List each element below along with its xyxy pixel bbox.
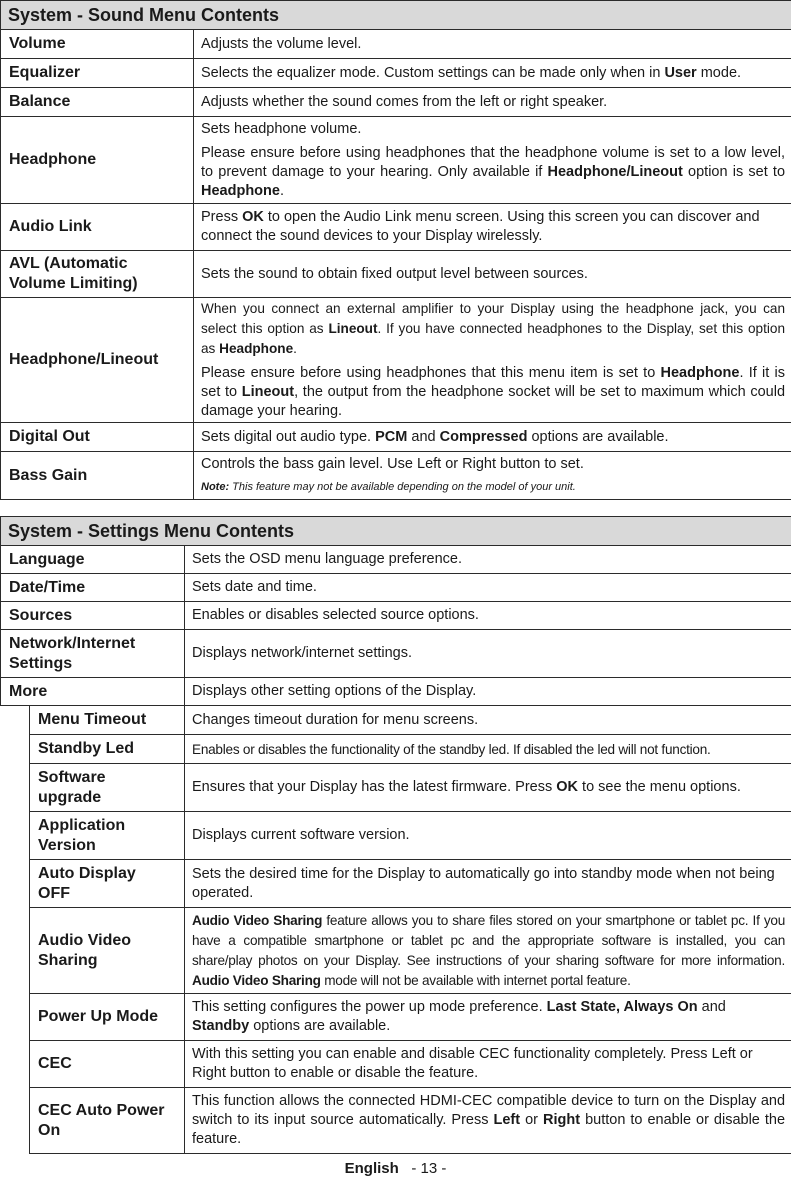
row-label: Software upgrade xyxy=(30,764,185,812)
row-description: Sets the OSD menu language preference. xyxy=(185,546,791,574)
row-label: Headphone xyxy=(1,117,194,204)
row-label: Application Version xyxy=(30,812,185,860)
row-description: Sets the sound to obtain fixed output level between sources. xyxy=(194,251,791,298)
row-label: CEC Auto Power On xyxy=(30,1088,185,1154)
note: Note: This feature may not be available depending on the model of your unit. xyxy=(201,480,576,493)
row-description: Sets headphone volume. Please ensure before using headphones that the headphone volume is set to a low level, to prevent damage to your hearing. Only available if Headphone/Lineout option is set to Headphone. xyxy=(194,117,791,204)
row-label: Sources xyxy=(1,602,185,630)
table-header-row xyxy=(1,517,791,546)
row-label: Auto Display OFF xyxy=(30,860,185,908)
row-description: Changes timeout duration for menu screens. xyxy=(185,706,791,735)
sound-menu-table xyxy=(0,0,791,500)
row-description: Sets the desired time for the Display to automatically go into standby mode when not being operated. xyxy=(185,860,791,908)
row-label: Power Up Mode xyxy=(30,994,185,1041)
row-label: Language xyxy=(1,546,185,574)
row-description: This setting configures the power up mode preference. Last State, Always On and Standby options are available. xyxy=(185,994,791,1041)
table-row xyxy=(1,994,791,1041)
row-description: Enables or disables the functionality of the standby led. If disabled the led will not function. xyxy=(185,735,791,764)
row-label: Menu Timeout xyxy=(30,706,185,735)
settings-menu-table xyxy=(0,516,791,1154)
row-description: With this setting you can enable and disable CEC functionality completely. Press Left or Right button to enable or disable the feature. xyxy=(185,1041,791,1088)
row-description: When you connect an external amplifier to your Display using the headphone jack, you can select this option as Lineout. If you have connected headphones to the Display, set this option as Headphone. Please ensure before using headphones that this menu item is set to Headphone. If it is set to Lineout, the output from the headphone socket will be set to maximum which could damage your hearing. xyxy=(194,298,791,423)
table-row xyxy=(1,908,791,994)
indent-cell xyxy=(1,706,30,1154)
row-description: Displays current software version. xyxy=(185,812,791,860)
row-label: More xyxy=(1,678,185,706)
row-label: Audio Video Sharing xyxy=(30,908,185,994)
table-title: System - Settings Menu Contents xyxy=(1,517,791,546)
row-label: Date/Time xyxy=(1,574,185,602)
table-header-row xyxy=(1,1,791,30)
table-row xyxy=(1,298,791,423)
table-row xyxy=(1,251,791,298)
footer-language: English xyxy=(344,1160,399,1177)
row-description: Adjusts the volume level. xyxy=(194,30,791,59)
table-row xyxy=(1,452,791,500)
table-row xyxy=(1,546,791,574)
table-row xyxy=(1,860,791,908)
table-row xyxy=(1,602,791,630)
row-description: Press OK to open the Audio Link menu screen. Using this screen you can discover and connect the sound devices to your Display wirelessly. xyxy=(194,204,791,251)
row-description: Ensures that your Display has the latest firmware. Press OK to see the menu options. xyxy=(185,764,791,812)
row-label: Balance xyxy=(1,88,194,117)
page-number: - 13 - xyxy=(411,1160,447,1177)
row-description: Controls the bass gain level. Use Left or Right button to set. Note: This feature may not be available depending on the model of your unit. xyxy=(194,452,791,500)
row-label: Equalizer xyxy=(1,59,194,88)
row-description: Sets digital out audio type. PCM and Compressed options are available. xyxy=(194,423,791,452)
row-description: Displays network/internet settings. xyxy=(185,630,791,678)
table-row xyxy=(1,117,791,204)
table-title: System - Sound Menu Contents xyxy=(1,1,791,30)
row-label: Headphone/Lineout xyxy=(1,298,194,423)
row-description: This function allows the connected HDMI-CEC compatible device to turn on the Display and switch to its input source automatically. Press Left or Right button to enable or disable the feature. xyxy=(185,1088,791,1154)
table-row xyxy=(1,1088,791,1154)
row-label: Network/Internet Settings xyxy=(1,630,185,678)
row-label: CEC xyxy=(30,1041,185,1088)
row-description: Sets date and time. xyxy=(185,574,791,602)
table-row xyxy=(1,1041,791,1088)
table-row xyxy=(1,630,791,678)
row-label: AVL (Automatic Volume Limiting) xyxy=(1,251,194,298)
row-description: Adjusts whether the sound comes from the left or right speaker. xyxy=(194,88,791,117)
row-label: Bass Gain xyxy=(1,452,194,500)
row-label: Standby Led xyxy=(30,735,185,764)
row-label: Digital Out xyxy=(1,423,194,452)
row-description: Displays other setting options of the Display. xyxy=(185,678,791,706)
table-row xyxy=(1,735,791,764)
row-label: Volume xyxy=(1,30,194,59)
page-footer xyxy=(0,1160,791,1177)
table-row xyxy=(1,812,791,860)
table-row xyxy=(1,574,791,602)
table-row xyxy=(1,30,791,59)
row-description: Selects the equalizer mode. Custom settings can be made only when in User mode. xyxy=(194,59,791,88)
table-row xyxy=(1,678,791,706)
table-row xyxy=(1,88,791,117)
row-label: Audio Link xyxy=(1,204,194,251)
table-row xyxy=(1,204,791,251)
row-description: Enables or disables selected source options. xyxy=(185,602,791,630)
table-row xyxy=(1,59,791,88)
table-row xyxy=(1,423,791,452)
row-description: Audio Video Sharing feature allows you to share files stored on your smartphone or tablet pc. If you have a compatible smartphone or tablet pc and the appropriate software is installed, you can share/play photos on your Display. See instructions of your sharing software for more information. Audio Video Sharing mode will not be available with internet portal feature. xyxy=(185,908,791,994)
table-row xyxy=(1,764,791,812)
table-row xyxy=(1,706,791,735)
